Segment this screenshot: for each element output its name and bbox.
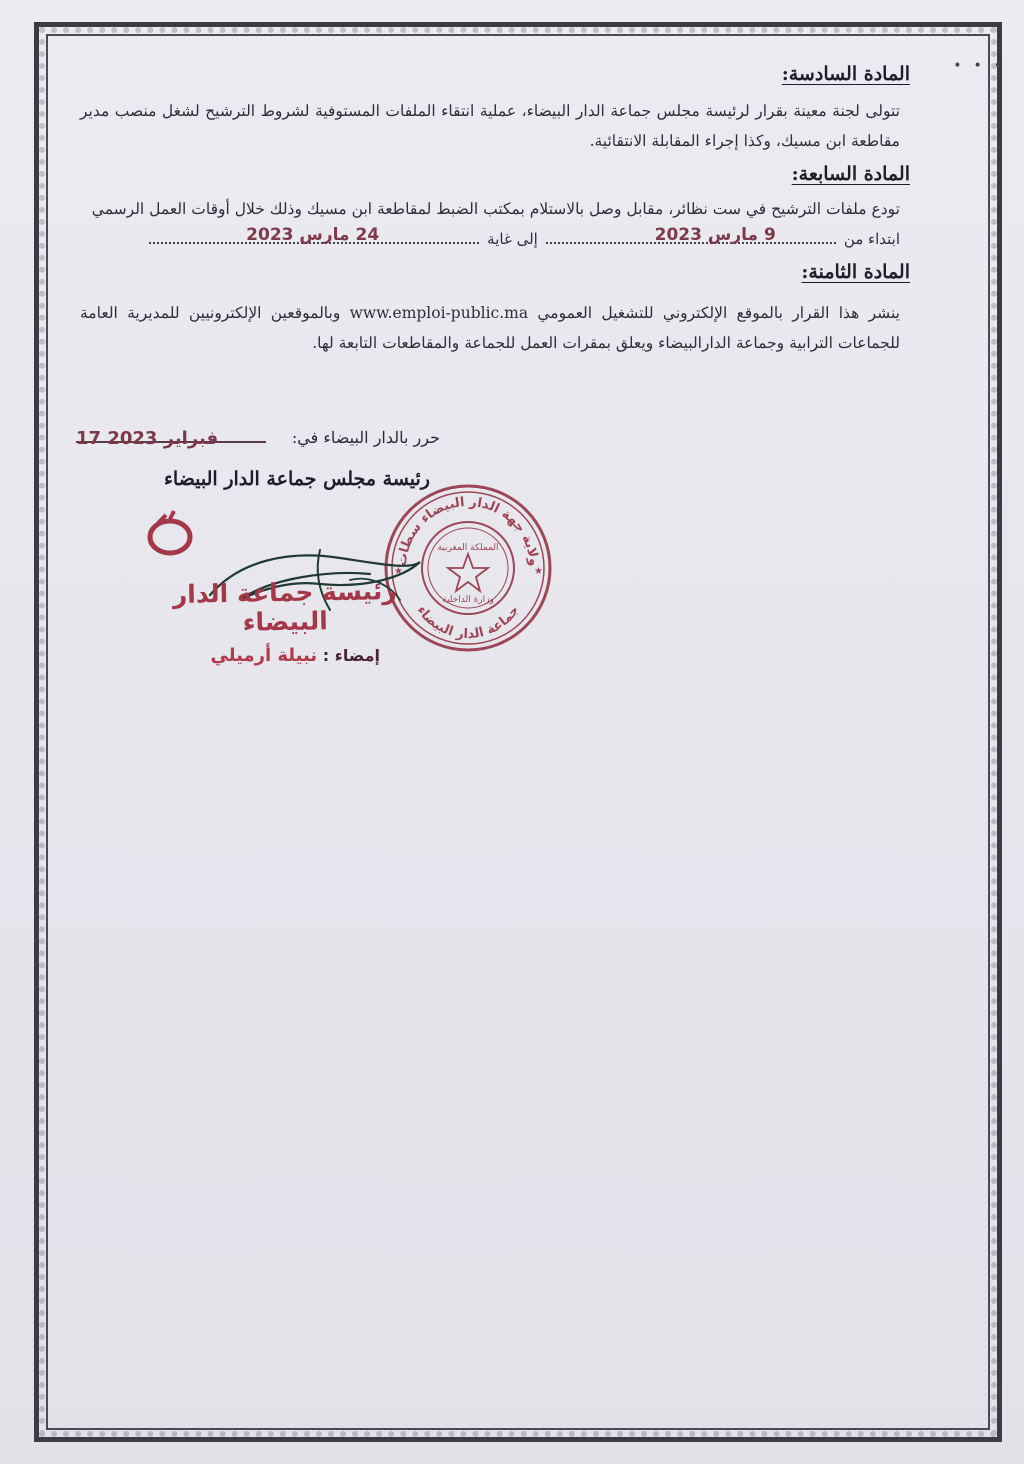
- to-date-field: [149, 226, 479, 244]
- initials-mark: [140, 505, 200, 565]
- svg-text:★: ★: [394, 566, 403, 577]
- written-at-label: حرر بالدار البيضاء في:: [291, 428, 440, 447]
- article6-body: تتولى لجنة معينة بقرار لرئيسة مجلس جماعة الدار البيضاء، عملية انتقاء الملفات المستوفية لشروط الترشيح لشغل منصب مدير مقاطعة ابن مسيك، وكذا إجراء المقابلة الانتقائية.: [80, 102, 900, 150]
- star-icon: [448, 554, 488, 591]
- seal-outer-text: ولاية جهة الدار البيضاء سطات: [394, 494, 542, 567]
- article7-heading: المادة السابعة:: [791, 163, 910, 185]
- written-date: [76, 428, 266, 452]
- to-label: إلى غاية: [487, 230, 538, 248]
- signature-name-stamp: [200, 645, 380, 666]
- article8-body: ينشر هذا القرار بالموقع الإلكتروني للتشغيل العمومي www.emploi-public.ma وبالموقعين الإلكترونيين للمديرية العامة للجماعات الترابية وجماعة الدارالبيضاء ويعلق بمقرات العمل للجماعة والمقاطعات التابعة لها.: [80, 304, 901, 352]
- article8-heading: المادة الثامنة:: [801, 261, 910, 283]
- from-label: ابتداء من: [843, 230, 900, 248]
- signer-title: رئيسة مجلس جماعة الدار البيضاء: [163, 468, 430, 490]
- article7-body: تودع ملفات الترشيح في ست نظائر، مقابل وصل بالاستلام بمكتب الضبط لمقاطعة ابن مسيك وذلك خلال أوقات العمل الرسمي: [91, 200, 900, 218]
- signature-stamp-title: رئيسة جماعة الدار البيضاء: [172, 576, 397, 637]
- to-date-stamp: 24 مارس 2023: [246, 225, 380, 245]
- signed-label: إمضاء :: [322, 646, 380, 665]
- seal-bottom-text: جماعة الدار البيضاء: [413, 603, 523, 643]
- from-date-field: [546, 226, 836, 244]
- seal-inner-top: المملكة المغربية: [437, 543, 499, 553]
- article7-dates: [80, 224, 910, 254]
- svg-text:★: ★: [534, 566, 543, 577]
- article6-heading: المادة السادسة:: [781, 63, 910, 85]
- seal-inner-bottom: وزارة الداخلية: [442, 595, 494, 605]
- edge-marks: •••: [953, 58, 1014, 74]
- from-date-stamp: 9 مارس 2023: [654, 225, 776, 245]
- articles: [80, 60, 910, 358]
- signed-name: نبيلة أرميلي: [210, 645, 318, 666]
- written-date-stamp: 17 فبراير 2023: [76, 428, 219, 449]
